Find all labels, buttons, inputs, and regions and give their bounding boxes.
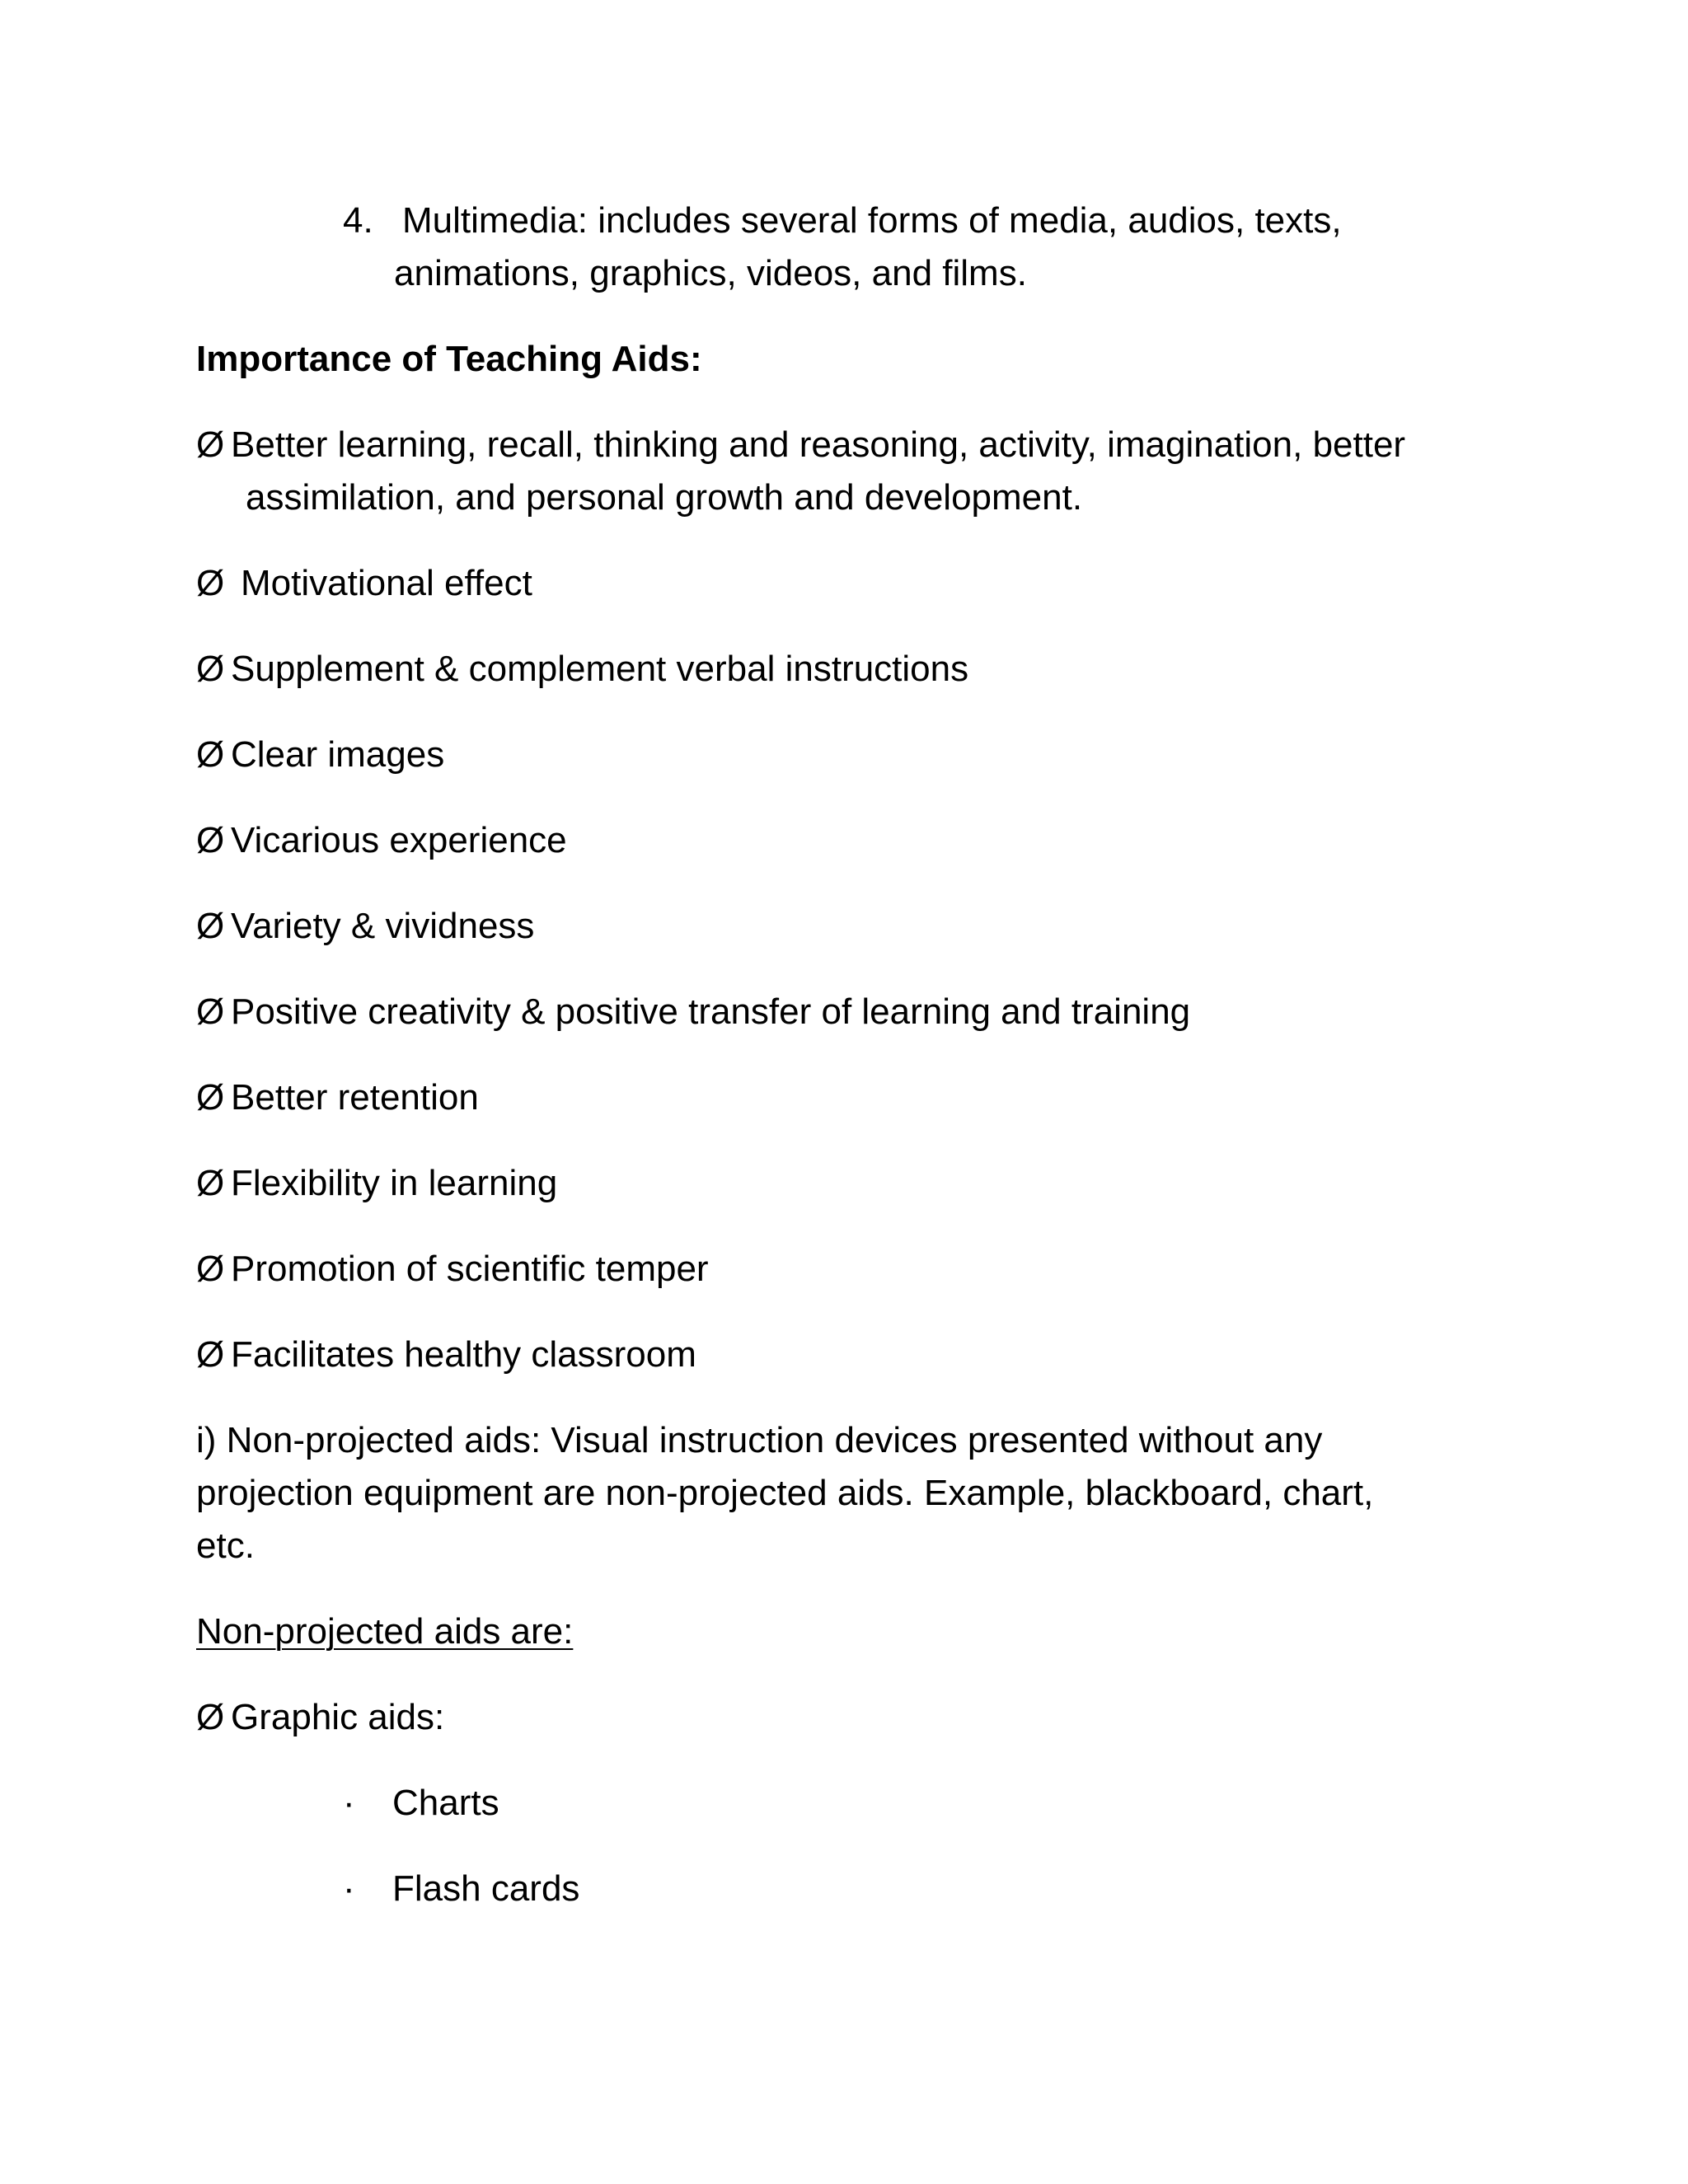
item-number: 4. bbox=[343, 200, 373, 241]
list-item-text: Promotion of scientific temper bbox=[231, 1249, 709, 1289]
list-item bbox=[196, 557, 532, 610]
paragraph-line: projection equipment are non-projected aids. Example, blackboard, chart, bbox=[196, 1473, 1374, 1513]
list-item bbox=[196, 986, 1190, 1038]
list-item-text: Better retention bbox=[231, 1077, 479, 1118]
bullet-marker-icon: Ø bbox=[196, 1077, 225, 1118]
sub-list-item-text: Flash cards bbox=[392, 1868, 580, 1909]
list-item-text: Supplement & complement verbal instructions bbox=[231, 649, 969, 689]
list-item bbox=[196, 900, 534, 953]
sub-list-item-text: Charts bbox=[392, 1783, 499, 1823]
list-item bbox=[196, 1157, 557, 1210]
bullet-marker-icon: Ø bbox=[196, 424, 225, 465]
sub-list-item bbox=[343, 1863, 579, 1915]
importance-heading: Importance of Teaching Aids: bbox=[196, 339, 702, 379]
dot-bullet-icon: · bbox=[343, 1783, 355, 1823]
bullet-marker-icon: Ø bbox=[196, 649, 225, 689]
list-item-text: Motivational effect bbox=[241, 563, 532, 603]
list-item-text: Clear images bbox=[231, 734, 445, 775]
list-item-text: Positive creativity & positive transfer of learning and training bbox=[231, 991, 1191, 1032]
bullet-marker-icon: Ø bbox=[196, 1163, 225, 1203]
list-item-text: Variety & vividness bbox=[231, 906, 535, 946]
sub-list-item bbox=[343, 1777, 499, 1830]
list-item-text: Better learning, recall, thinking and reasoning, activity, imagination, better bbox=[231, 424, 1406, 465]
graphic-aids-label: Graphic aids: bbox=[231, 1697, 445, 1737]
numbered-item-line-2: animations, graphics, videos, and films. bbox=[394, 253, 1027, 293]
list-item-continuation: assimilation, and personal growth and development. bbox=[246, 477, 1083, 518]
numbered-item-line-1 bbox=[343, 194, 1342, 247]
list-item bbox=[196, 729, 444, 781]
bullet-marker-icon: Ø bbox=[196, 734, 225, 775]
bullet-marker-icon: Ø bbox=[196, 991, 225, 1032]
bullet-marker-icon: Ø bbox=[196, 1697, 225, 1737]
bullet-marker-icon: Ø bbox=[196, 906, 225, 946]
list-item bbox=[196, 643, 968, 696]
non-projected-heading: Non-projected aids are: bbox=[196, 1611, 574, 1652]
list-item bbox=[196, 1691, 444, 1744]
paragraph-line: etc. bbox=[196, 1526, 255, 1566]
list-item bbox=[196, 419, 1405, 471]
paragraph-line: i) Non-projected aids: Visual instruction devices presented without any bbox=[196, 1420, 1323, 1460]
list-item bbox=[196, 1329, 696, 1381]
bullet-marker-icon: Ø bbox=[196, 820, 225, 860]
dot-bullet-icon: · bbox=[343, 1868, 355, 1909]
bullet-marker-icon: Ø bbox=[196, 1249, 225, 1289]
bullet-marker-icon: Ø bbox=[196, 563, 225, 603]
bullet-marker-icon: Ø bbox=[196, 1334, 225, 1375]
numbered-item-text-1: Multimedia: includes several forms of media, audios, texts, bbox=[402, 200, 1342, 241]
list-item bbox=[196, 1243, 709, 1296]
list-item bbox=[196, 1071, 479, 1124]
list-item-text: Vicarious experience bbox=[231, 820, 567, 860]
list-item bbox=[196, 814, 567, 867]
list-item-text: Facilitates healthy classroom bbox=[231, 1334, 696, 1375]
list-item-text: Flexibility in learning bbox=[231, 1163, 558, 1203]
